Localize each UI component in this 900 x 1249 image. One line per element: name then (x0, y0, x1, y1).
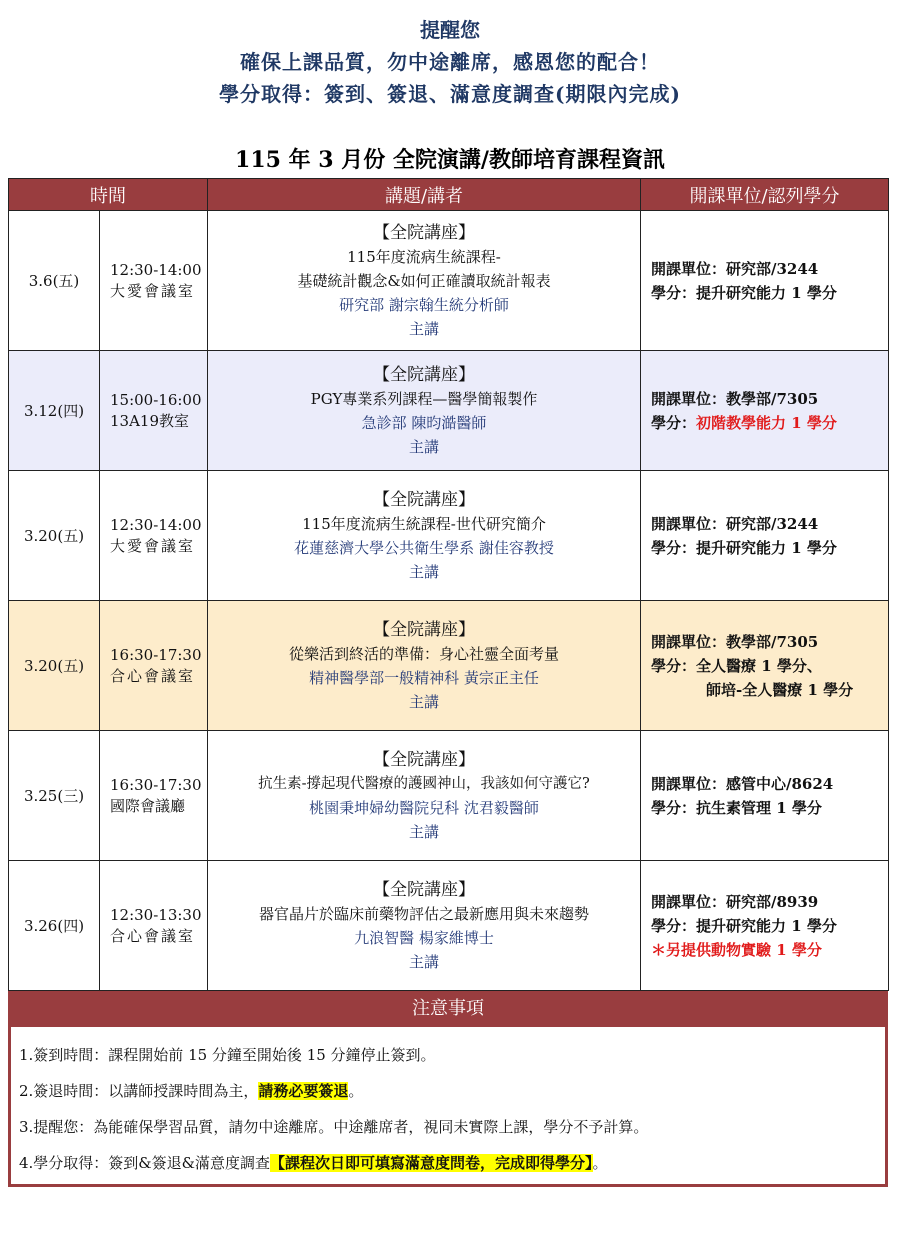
note-text: 3.提醒您：為能確保學習品質，請勿中途離席。中途離席者，視同未實際上課，學分不予計算。 (19, 1118, 649, 1136)
header-topic: 講題/講者 (208, 179, 641, 211)
lecture-tag: 【全院講座】 (373, 489, 475, 510)
unit-text: 開課單位：教學部/7305 (651, 632, 819, 651)
credit-value-line2: 師培-全人醫療 1 學分 (706, 680, 854, 699)
header-time: 時間 (9, 179, 208, 211)
lecture-title: 從樂活到終活的準備：身心社靈全面考量 (288, 644, 559, 663)
table-row (9, 351, 889, 471)
credit-value: 提升研究能力 1 學分 (696, 916, 837, 935)
table-row (9, 211, 889, 351)
date-cell: 3.26(四) (9, 861, 100, 991)
note-text: 4.學分取得：簽到&簽退&滿意度調查 (19, 1154, 271, 1172)
date-cell: 3.25(三) (9, 731, 100, 861)
schedule-table (8, 178, 889, 991)
date-cell: 3.6(五) (9, 211, 100, 351)
lecture-tag: 【全院講座】 (373, 749, 475, 770)
lecture-tag: 【全院講座】 (373, 222, 475, 243)
credit-value: 提升研究能力 1 學分 (696, 283, 837, 302)
time-text: 15:00-16:00 (110, 390, 202, 409)
speaker: 桃園秉坤婦幼醫院兒科 沈君毅醫師 (309, 798, 539, 817)
date-cell: 3.20(五) (9, 471, 100, 601)
notes-section (8, 991, 888, 1187)
notes-body (11, 1027, 885, 1181)
host-label: 主講 (408, 437, 439, 456)
lecture-title: PGY專業系列課程—醫學簡報製作 (310, 389, 538, 408)
topic-cell (208, 601, 641, 731)
unit-cell (641, 471, 889, 601)
table-row (9, 601, 889, 731)
time-location-cell (100, 601, 208, 731)
speaker: 急診部 陳昀澔醫師 (361, 413, 487, 432)
reminder-line-credit: 學分取得：簽到、簽退、滿意度調查(期限內完成) (219, 82, 681, 106)
unit-text: 開課單位：感管中心/8624 (651, 774, 834, 793)
lecture-title: 115年度流病生統課程- (347, 247, 501, 266)
note-tail: 。 (348, 1082, 364, 1100)
note-item (19, 1109, 885, 1145)
table-row (9, 471, 889, 601)
header-unit: 開課單位/認列學分 (641, 179, 889, 211)
time-location-cell (100, 861, 208, 991)
credit-label: 學分： (651, 283, 697, 302)
note-item (19, 1145, 885, 1181)
speaker: 研究部 謝宗翰生統分析師 (339, 295, 509, 314)
topic-cell (208, 861, 641, 991)
credit-value: 全人醫療 1 學分、 (696, 656, 822, 675)
time-text: 16:30-17:30 (110, 775, 202, 794)
speaker: 九浪智醫 楊家維博士 (354, 928, 494, 947)
time-text: 16:30-17:30 (110, 645, 202, 664)
credit-label: 學分： (651, 798, 697, 817)
note-text: 1.簽到時間：課程開始前 15 分鐘至開始後 15 分鐘停止簽到。 (19, 1046, 436, 1064)
table-row (9, 731, 889, 861)
table-header-row (9, 179, 889, 211)
host-label: 主講 (408, 692, 439, 711)
host-label: 主講 (408, 562, 439, 581)
extra-credit-note: ＊另提供動物實驗 1 學分 (651, 940, 822, 959)
credit-value: 初階教學能力 1 學分 (696, 413, 837, 432)
time-location-cell (100, 731, 208, 861)
credit-line (651, 411, 888, 435)
location-text: 合心會議室 (110, 666, 196, 685)
topic-cell (208, 351, 641, 471)
location-text: 13A19教室 (110, 411, 190, 430)
time-location-cell (100, 211, 208, 351)
time-location-cell (100, 471, 208, 601)
date-cell: 3.12(四) (9, 351, 100, 471)
time-text: 12:30-14:00 (110, 260, 202, 279)
reminder-line-quality: 確保上課品質，勿中途離席，感恩您的配合！ (240, 50, 660, 74)
note-highlight: 請務必要簽退 (258, 1082, 349, 1100)
document-title: 115 年 3 月份 全院演講/教師培育課程資訊 (235, 147, 665, 173)
lecture-tag: 【全院講座】 (373, 619, 475, 640)
lecture-title-line2: 基礎統計觀念&如何正確讀取統計報表 (297, 271, 551, 290)
unit-cell (641, 211, 889, 351)
unit-cell (641, 351, 889, 471)
topic-cell (208, 731, 641, 861)
note-tail: 。 (592, 1154, 608, 1172)
location-text: 大愛會議室 (110, 281, 196, 300)
topic-cell (208, 471, 641, 601)
lecture-tag: 【全院講座】 (373, 364, 475, 385)
credit-label: 學分： (651, 656, 697, 675)
unit-cell (641, 601, 889, 731)
location-text: 大愛會議室 (110, 536, 196, 555)
lecture-title: 115年度流病生統課程-世代研究簡介 (302, 514, 546, 533)
notes-heading: 注意事項 (11, 991, 885, 1027)
note-highlight: 【課程次日即可填寫滿意度問卷，完成即得學分】 (270, 1154, 593, 1172)
credit-label: 學分： (651, 538, 697, 557)
time-text: 12:30-13:30 (110, 905, 202, 924)
credit-value: 提升研究能力 1 學分 (696, 538, 837, 557)
unit-text: 開課單位：研究部/3244 (651, 259, 819, 278)
credit-line (651, 281, 888, 305)
topic-cell (208, 211, 641, 351)
host-label: 主講 (408, 822, 439, 841)
reminder-block (0, 14, 900, 110)
speaker: 花蓮慈濟大學公共衛生學系 謝佳容教授 (294, 538, 554, 557)
host-label: 主講 (408, 319, 439, 338)
credit-line (651, 796, 888, 820)
unit-text: 開課單位：研究部/3244 (651, 514, 819, 533)
unit-cell (641, 861, 889, 991)
lecture-title: 抗生素-撐起現代醫療的護國神山，我該如何守護它? (258, 775, 590, 792)
credit-label: 學分： (651, 916, 697, 935)
unit-cell (641, 731, 889, 861)
credit-line (651, 914, 888, 938)
credit-value: 抗生素管理 1 學分 (696, 798, 822, 817)
note-text: 2.簽退時間：以講師授課時間為主， (19, 1082, 259, 1100)
note-item (19, 1037, 885, 1073)
lecture-tag: 【全院講座】 (373, 879, 475, 900)
speaker: 精神醫學部一般精神科 黃宗正主任 (309, 668, 539, 687)
credit-line (651, 654, 888, 678)
credit-label: 學分： (651, 413, 697, 432)
reminder-heading: 提醒您 (420, 18, 480, 42)
table-row (9, 861, 889, 991)
location-text: 國際會議廳 (110, 796, 186, 815)
unit-text: 開課單位：研究部/8939 (651, 892, 819, 911)
credit-line (651, 536, 888, 560)
location-text: 合心會議室 (110, 926, 196, 945)
time-text: 12:30-14:00 (110, 515, 202, 534)
date-cell: 3.20(五) (9, 601, 100, 731)
time-location-cell (100, 351, 208, 471)
unit-text: 開課單位：教學部/7305 (651, 389, 819, 408)
note-item (19, 1073, 885, 1109)
lecture-title: 器官晶片於臨床前藥物評估之最新應用與未來趨勢 (258, 904, 589, 923)
host-label: 主講 (408, 952, 439, 971)
